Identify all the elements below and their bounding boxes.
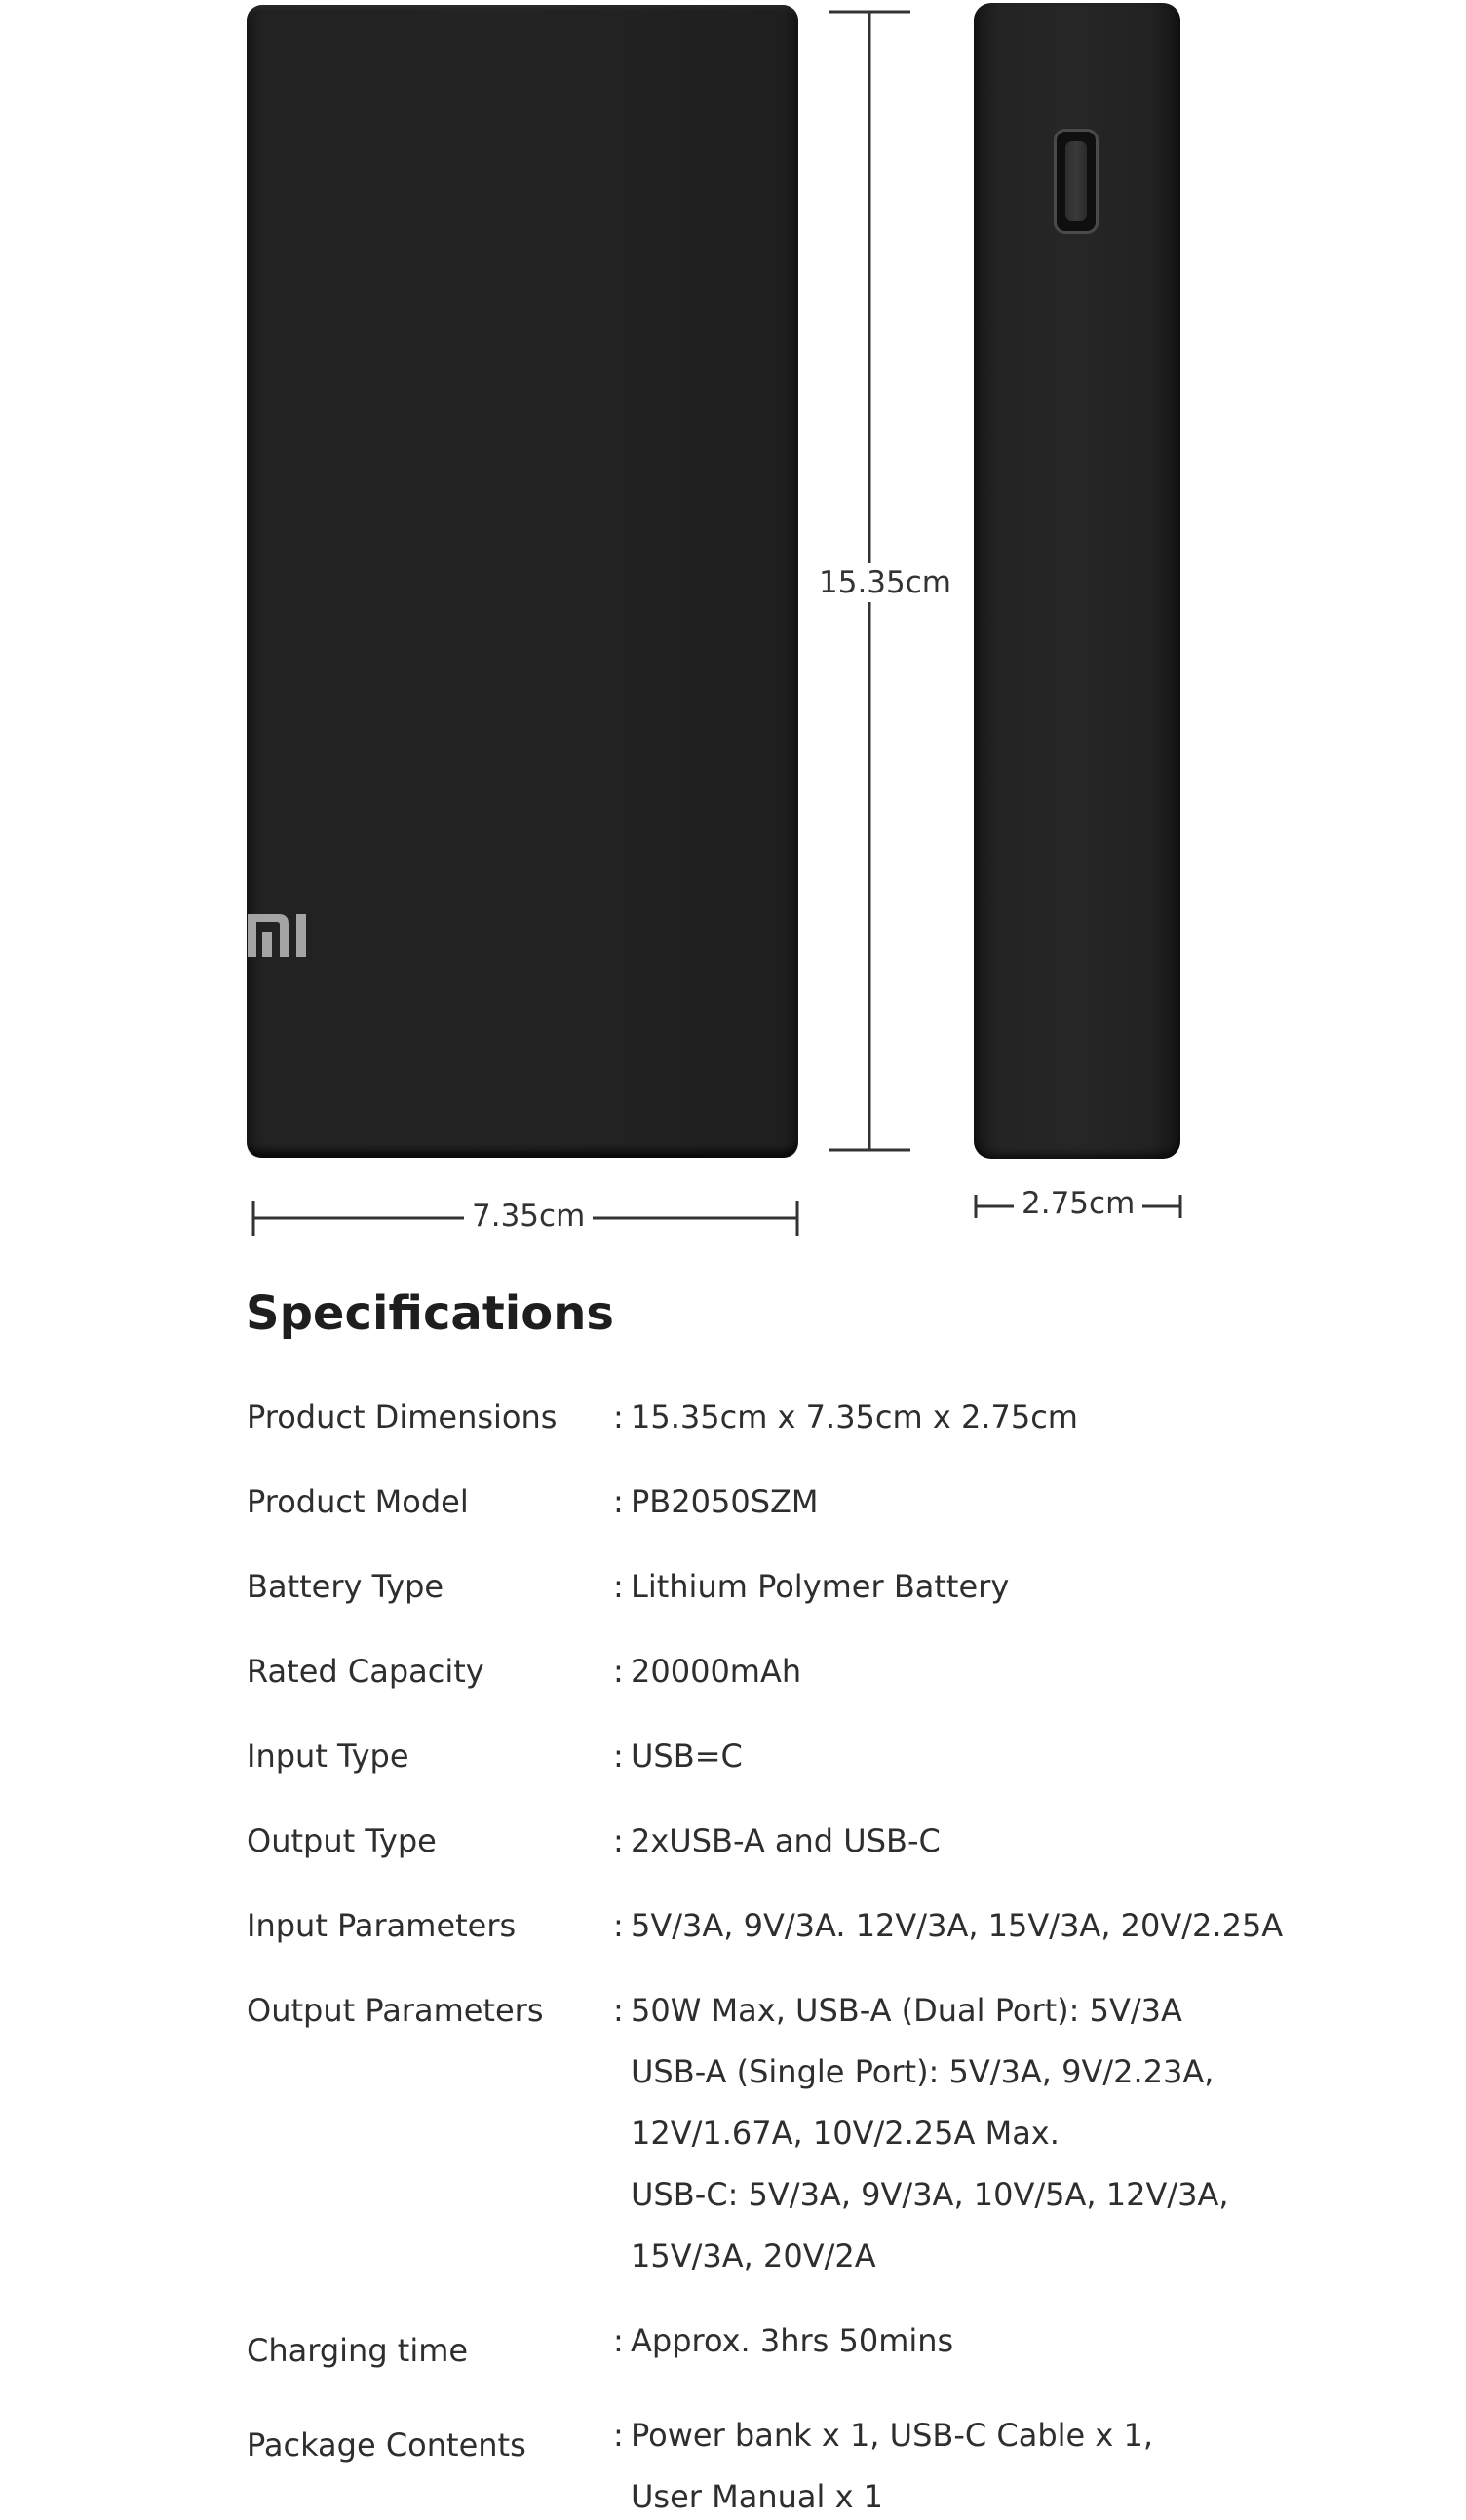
depth-dimension-label: 2.75cm (1014, 1184, 1142, 1223)
spec-row (247, 1902, 1368, 1949)
spec-separator: : (613, 1483, 624, 1520)
spec-label: Output Type (247, 1822, 437, 1859)
spec-value-line: 15.35cm x 7.35cm x 2.75cm (631, 1398, 1078, 1435)
spec-row (247, 1987, 1368, 2279)
spec-separator: : (613, 1737, 624, 1775)
spec-value-line: Power bank x 1, USB-C Cable x 1, (631, 2417, 1154, 2454)
spec-label: Charging time (247, 2332, 469, 2369)
spec-row (247, 2412, 1368, 2520)
spec-value (631, 1987, 1368, 2279)
spec-value (631, 1563, 1368, 1610)
spec-value (631, 2412, 1368, 2520)
spec-value-line: USB-A (Single Port): 5V/3A, 9V/2.23A, (631, 2053, 1215, 2090)
spec-value-line: 5V/3A, 9V/3A. 12V/3A, 15V/3A, 20V/2.25A (631, 1907, 1284, 1944)
spec-label: Product Dimensions (247, 1398, 558, 1435)
spec-value-line: Approx. 3hrs 50mins (631, 2322, 954, 2359)
spec-value (631, 1733, 1368, 1779)
spec-separator: : (613, 1822, 624, 1859)
spec-separator: : (613, 1653, 624, 1690)
spec-label: Output Parameters (247, 1992, 544, 2029)
spec-separator: : (613, 1568, 624, 1605)
spec-value (631, 1478, 1368, 1525)
spec-label: Battery Type (247, 1568, 444, 1605)
spec-value (631, 1394, 1368, 1440)
spec-label: Input Parameters (247, 1907, 517, 1944)
height-dimension-label: 15.35cm (813, 563, 957, 602)
spec-row (247, 1563, 1368, 1610)
spec-row (247, 1733, 1368, 1779)
spec-label: Product Model (247, 1483, 469, 1520)
spec-value-line: 20000mAh (631, 1653, 802, 1690)
spec-separator: : (613, 2322, 624, 2359)
spec-value-line: 15V/3A, 20V/2A (631, 2237, 876, 2274)
spec-value-line: USB=C (631, 1737, 743, 1775)
width-dimension-label: 7.35cm (464, 1197, 593, 1236)
spec-row (247, 1394, 1368, 1440)
spec-row (247, 1817, 1368, 1864)
spec-value-line: 2xUSB-A and USB-C (631, 1822, 941, 1859)
spec-separator: : (613, 1907, 624, 1944)
spec-value-line: 50W Max, USB-A (Dual Port): 5V/3A (631, 1992, 1182, 2029)
spec-value (631, 1648, 1368, 1695)
spec-value (631, 1817, 1368, 1864)
specifications-heading: Specifications (246, 1286, 614, 1341)
spec-value-line: Lithium Polymer Battery (631, 1568, 1010, 1605)
spec-label: Package Contents (247, 2426, 526, 2463)
spec-label: Rated Capacity (247, 1653, 484, 1690)
spec-value-line: 12V/1.67A, 10V/2.25A Max. (631, 2115, 1060, 2152)
spec-separator: : (613, 1398, 624, 1435)
spec-separator: : (613, 1992, 624, 2029)
spec-row (247, 2317, 1368, 2374)
specifications-table (247, 1394, 1368, 2520)
spec-separator: : (613, 2417, 624, 2454)
spec-value (631, 1902, 1368, 1949)
spec-label: Input Type (247, 1737, 409, 1775)
spec-value-line: User Manual x 1 (631, 2478, 884, 2515)
spec-row (247, 1478, 1368, 1525)
spec-value-line: USB-C: 5V/3A, 9V/3A, 10V/5A, 12V/3A, (631, 2176, 1229, 2213)
spec-value (631, 2317, 1368, 2374)
spec-value-line: PB2050SZM (631, 1483, 819, 1520)
spec-row (247, 1648, 1368, 1695)
